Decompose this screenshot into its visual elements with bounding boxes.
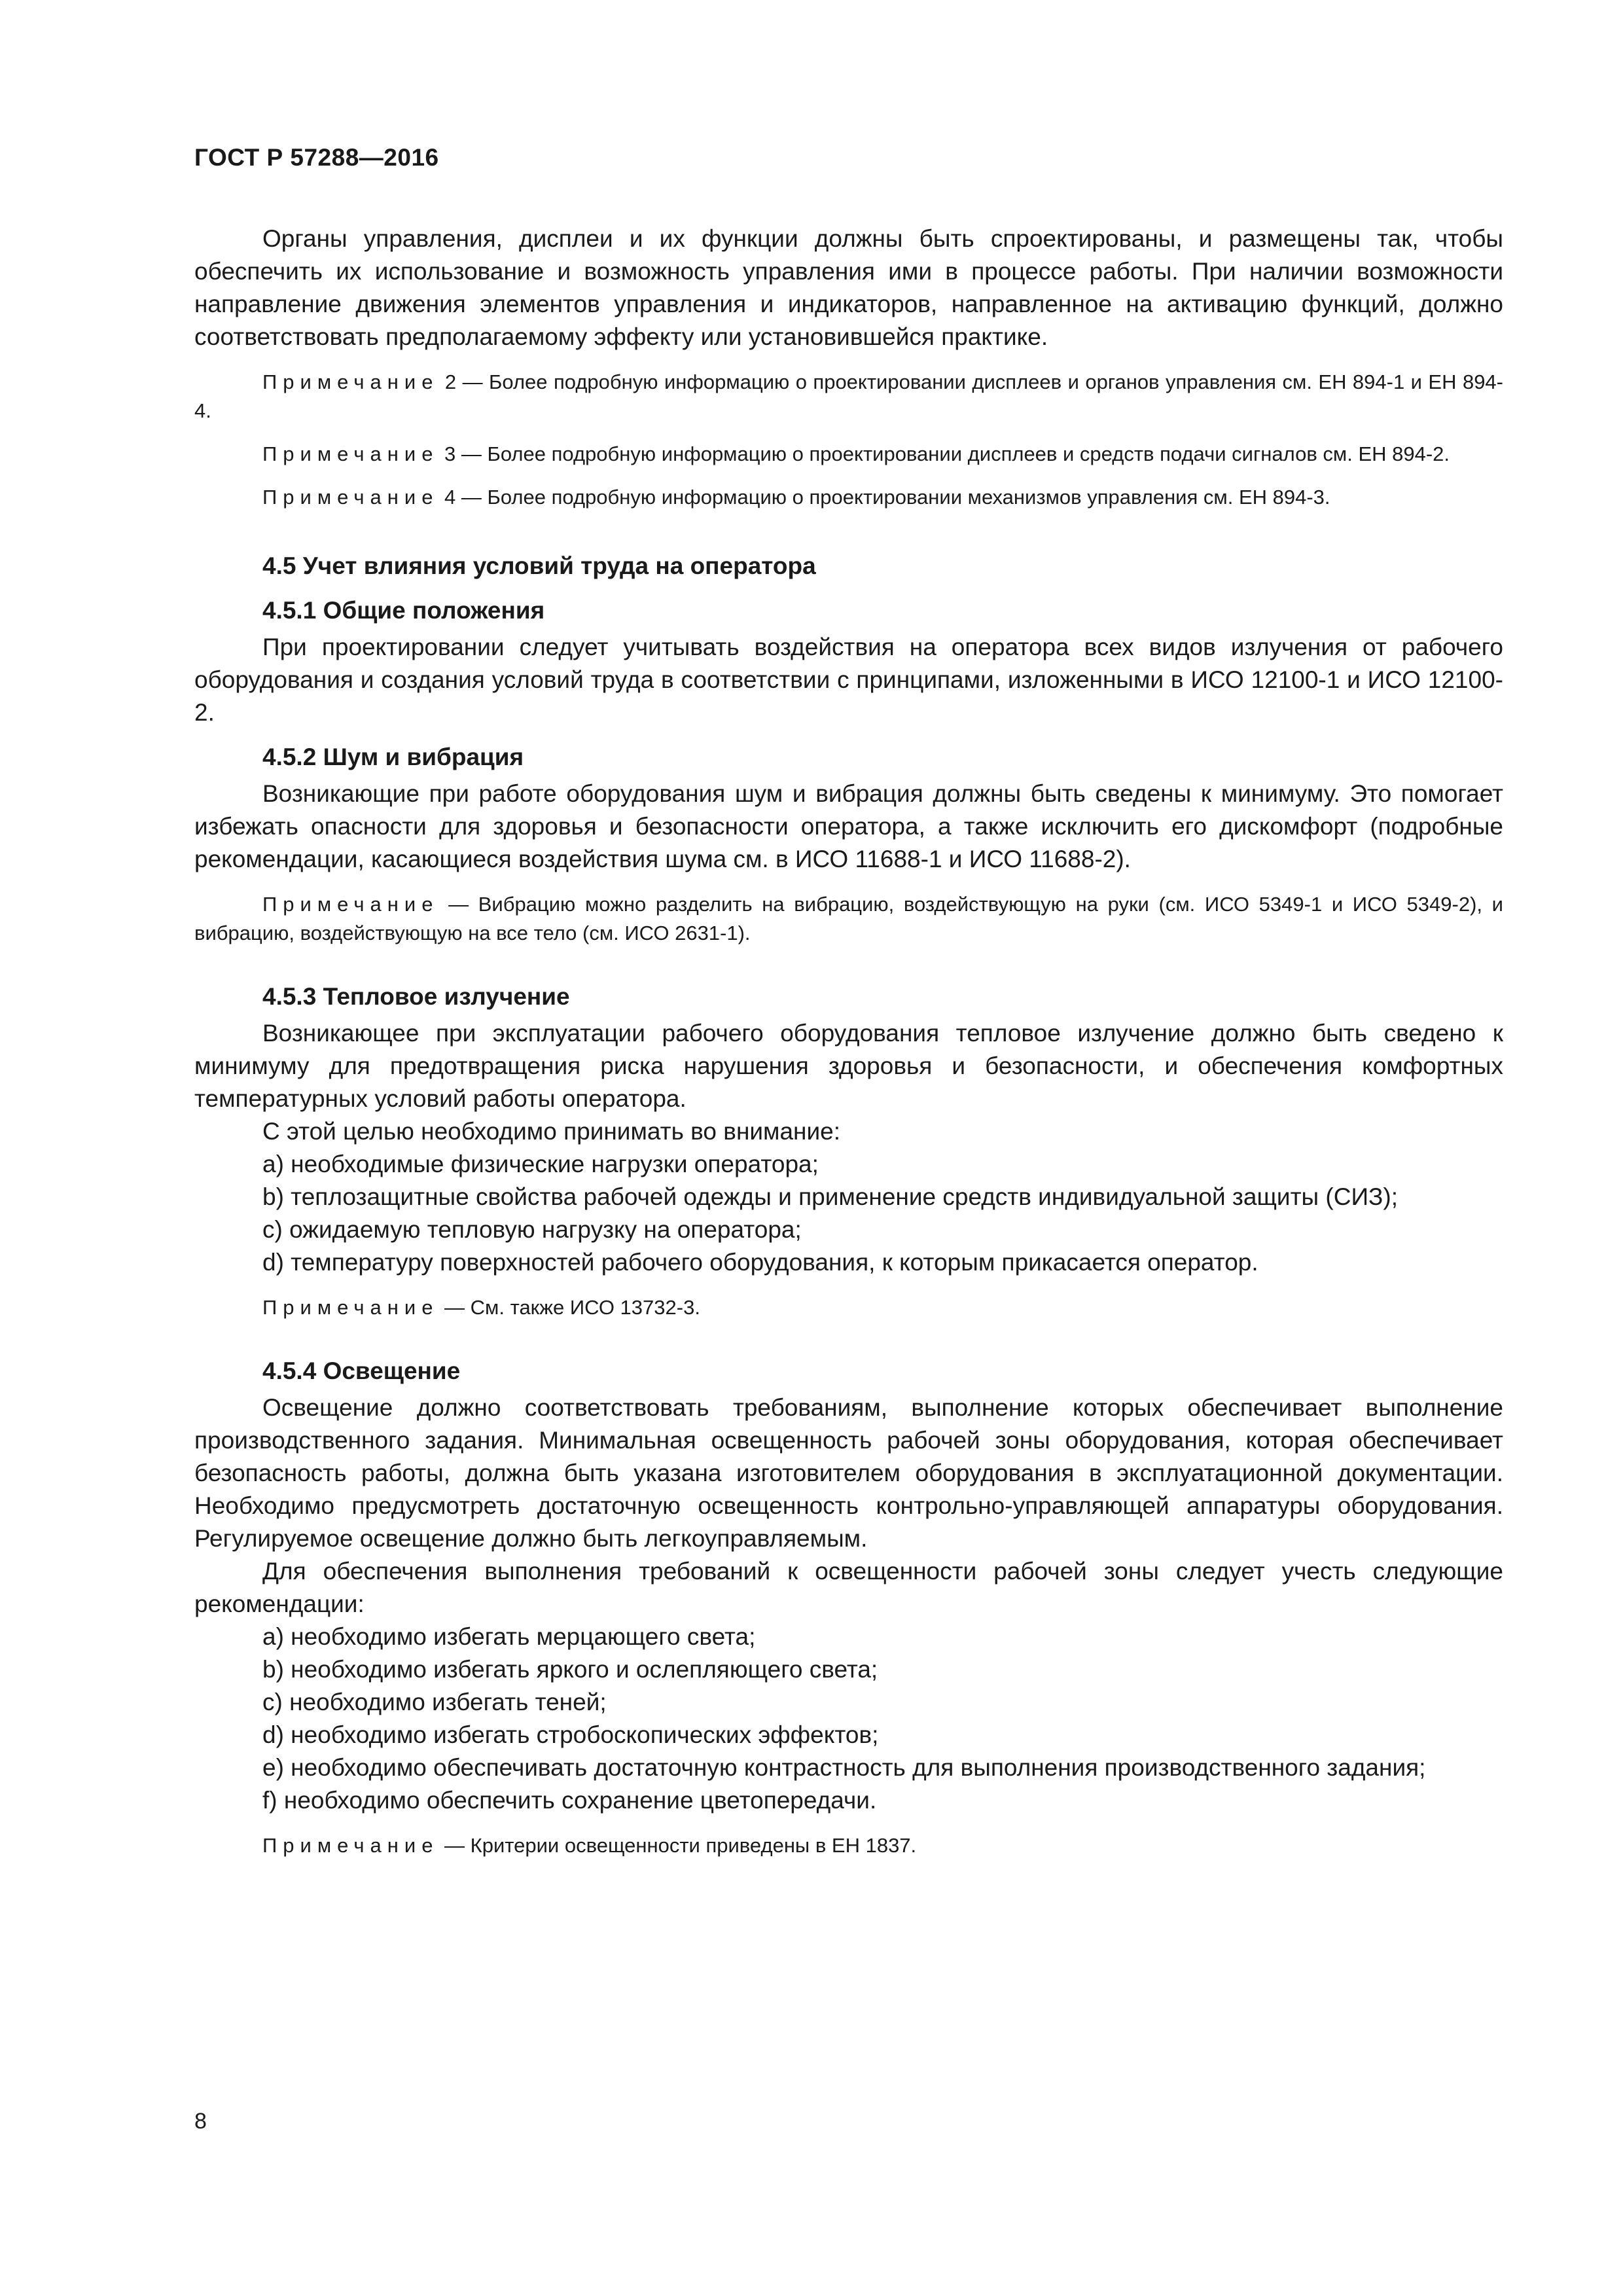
note-text: 4 — Более подробную информацию о проектировании механизмов управления см. ЕН 894-3. — [438, 486, 1330, 509]
note-text: — Вибрацию можно разделить на вибрацию, воздействующую на руки (см. ИСО 5349-1 и ИСО 5349-2), и вибрацию, воздействующую на все тело (см. ИСО 2631-1). — [194, 893, 1503, 944]
list-item: d) необходимо избегать стробоскопических эффектов; — [262, 1721, 879, 1748]
list-item: b) теплозащитные свойства рабочей одежды и применение средств индивидуальной защиты (СИЗ); — [262, 1183, 1398, 1210]
note-label: Примечание — [262, 893, 439, 916]
note-4-5-2 — [194, 890, 1503, 948]
note-label: Примечание — [262, 1834, 439, 1857]
note-4-5-3 — [194, 1293, 1503, 1322]
paragraph-4-5-2: Возникающие при работе оборудования шум и вибрация должны быть сведены к минимуму. Это помогает избежать опасности для здоровья и безопасности оператора, а также исключить его дискомфорт (подробные рекомендации, касающиеся воздействия шума см. в ИСО 11688-1 и ИСО 11688-2). — [194, 780, 1503, 872]
note-text: 3 — Более подробную информацию о проектировании дисплеев и средств подачи сигналов см. ЕН 894-2. — [438, 442, 1450, 465]
note-label: Примечание — [262, 486, 439, 509]
note-2 — [194, 368, 1503, 425]
lead-4-5-3: С этой целью необходимо принимать во внимание: — [262, 1118, 841, 1145]
note-text: — Критерии освещенности приведены в ЕН 1837. — [438, 1834, 917, 1857]
list-item: a) необходимо избегать мерцающего света; — [262, 1623, 756, 1650]
list-item: c) ожидаемую тепловую нагрузку на оператора; — [262, 1216, 802, 1243]
note-label: Примечание — [262, 1296, 439, 1319]
note-label: Примечание — [262, 442, 439, 465]
page-number: 8 — [194, 2109, 207, 2134]
note-4-5-4 — [194, 1831, 1503, 1860]
list-item: d) температуру поверхностей рабочего оборудования, к которым прикасается оператор. — [262, 1249, 1258, 1276]
subsection-heading-4-5-2: 4.5.2 Шум и вибрация — [262, 744, 524, 770]
list-item: e) необходимо обеспечивать достаточную контрастность для выполнения производственного задания; — [262, 1754, 1426, 1781]
subsection-heading-4-5-4: 4.5.4 Освещение — [262, 1357, 461, 1384]
paragraph-4-5-1: При проектировании следует учитывать воздействия на оператора всех видов излучения от рабочего оборудования и создания условий труда в соответствии с принципами, изложенными в ИСО 12100-1 и ИСО 12100-2. — [194, 634, 1503, 726]
list-item: f) необходимо обеспечить сохранение цветопередачи. — [262, 1787, 877, 1814]
document-page — [194, 144, 1503, 1860]
note-4 — [194, 483, 1503, 512]
note-label: Примечание — [262, 370, 439, 393]
subsection-heading-4-5-3: 4.5.3 Тепловое излучение — [262, 983, 570, 1010]
intro-paragraph: Органы управления, дисплеи и их функции должны быть спроектированы, и размещены так, чтобы обеспечить их использование и возможность управления ими в процессе работы. При наличии возможности направление движения элементов управления и индикаторов, направленное на активацию функций, должно соответствовать предполагаемому эффекту или установившейся практике. — [194, 225, 1503, 350]
lead-4-5-4: Для обеспечения выполнения требований к освещенности рабочей зоны следует учесть следующие рекомендации: — [194, 1558, 1503, 1617]
subsection-heading-4-5-1: 4.5.1 Общие положения — [262, 597, 545, 624]
document-header: ГОСТ Р 57288—2016 — [194, 144, 439, 171]
note-text: — См. также ИСО 13732-3. — [438, 1296, 700, 1319]
list-item: a) необходимые физические нагрузки оператора; — [262, 1151, 819, 1177]
note-text: 2 — Более подробную информацию о проектировании дисплеев и органов управления см. ЕН 894-1 и ЕН 894-4. — [194, 370, 1503, 422]
section-heading-4-5: 4.5 Учет влияния условий труда на оператора — [262, 552, 816, 579]
paragraph-4-5-3: Возникающее при эксплуатации рабочего оборудования тепловое излучение должно быть сведено к минимуму для предотвращения риска нарушения здоровья и безопасности, и обеспечения комфортных температурных условий работы оператора. — [194, 1020, 1503, 1112]
note-3 — [194, 440, 1503, 469]
list-item: c) необходимо избегать теней; — [262, 1689, 607, 1715]
list-item: b) необходимо избегать яркого и ослепляющего света; — [262, 1656, 878, 1683]
paragraph-4-5-4: Освещение должно соответствовать требованиям, выполнение которых обеспечивает выполнение производственного задания. Минимальная освещенность рабочей зоны оборудования, которая обеспечивает безопасность работы, должна быть указана изготовителем оборудования в эксплуатационной документации. Необходимо предусмотреть достаточную освещенность контрольно-управляющей аппаратуры оборудования. Регулируемое освещение должно быть легкоуправляемым. — [194, 1394, 1503, 1552]
